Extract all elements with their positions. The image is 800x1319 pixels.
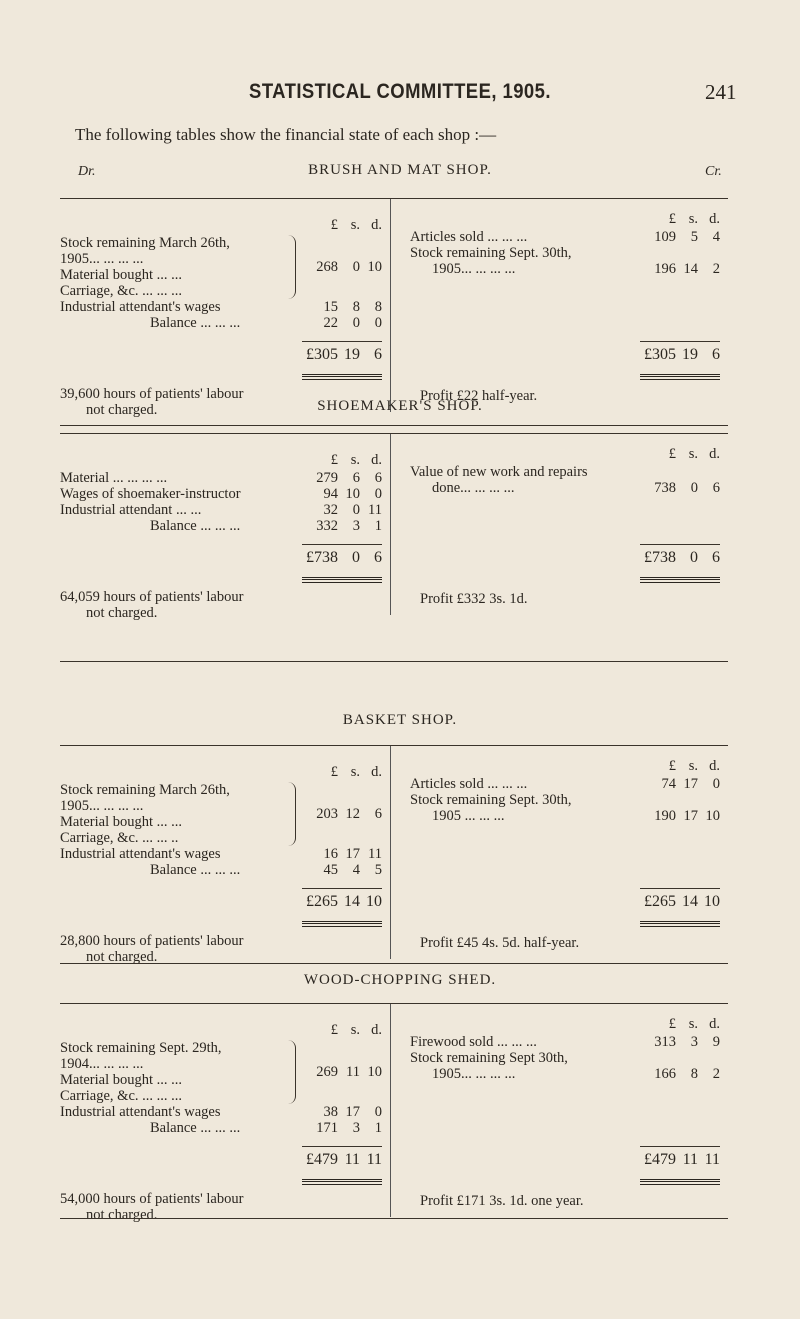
amount-pence: 11 bbox=[368, 846, 382, 862]
note-line: not charged. bbox=[86, 949, 158, 965]
section-title: BRUSH AND MAT SHOP. bbox=[308, 162, 492, 178]
amount-pence: 11 bbox=[368, 502, 382, 518]
amount bbox=[640, 808, 720, 824]
amount bbox=[302, 502, 382, 518]
note-line: 54,000 hours of patients' labour bbox=[60, 1191, 244, 1207]
amount-pounds: 738 bbox=[654, 480, 676, 496]
amount bbox=[640, 480, 720, 496]
amount-pounds: £ bbox=[668, 758, 676, 774]
amount-pence: 6 bbox=[712, 346, 720, 363]
column-divider bbox=[390, 746, 391, 959]
amount-pounds: £479 bbox=[644, 1151, 676, 1168]
amount-pence: 4 bbox=[712, 229, 720, 245]
ledger-entry bbox=[410, 464, 720, 496]
amount-shillings: 11 bbox=[346, 1064, 360, 1080]
currency-header bbox=[410, 446, 720, 462]
entry-line: Balance ... ... ... bbox=[150, 518, 241, 534]
amount-pence: 10 bbox=[366, 893, 382, 910]
amount-pounds: £305 bbox=[644, 346, 676, 363]
amount-shillings: 4 bbox=[352, 862, 360, 878]
total-amount bbox=[302, 549, 382, 567]
amount bbox=[640, 261, 720, 277]
amount-pence: 1 bbox=[374, 518, 382, 534]
amount-shillings: 14 bbox=[683, 261, 698, 277]
currency-header bbox=[410, 1016, 720, 1032]
entry-line: Stock remaining March 26th, bbox=[60, 782, 230, 798]
amount-shillings: s. bbox=[350, 452, 360, 468]
account-grid bbox=[60, 1004, 728, 1223]
total-amount bbox=[302, 893, 382, 911]
entry-label bbox=[410, 1050, 640, 1082]
note-line: not charged. bbox=[86, 605, 158, 621]
entry-line: Stock remaining Sept 30th, bbox=[410, 1050, 568, 1066]
total-box bbox=[302, 544, 382, 583]
amount-shillings: 0 bbox=[352, 549, 360, 566]
amount-pounds: 94 bbox=[323, 486, 338, 502]
bottom-rule bbox=[60, 1218, 728, 1219]
account-grid bbox=[60, 199, 728, 418]
amount-pounds: 190 bbox=[654, 808, 676, 824]
entry-line: 1905... ... ... ... bbox=[60, 251, 144, 267]
amount bbox=[302, 846, 382, 862]
amount bbox=[640, 229, 720, 245]
debit-label: Dr. bbox=[78, 164, 96, 179]
amount-pence: 6 bbox=[374, 549, 382, 566]
column-divider bbox=[390, 434, 391, 615]
amount-shillings: s. bbox=[350, 764, 360, 780]
amount-shillings: 10 bbox=[345, 486, 360, 502]
profit-text: Profit £332 3s. 1d. bbox=[420, 591, 528, 607]
credit-total bbox=[390, 1136, 728, 1185]
amount-pounds: £ bbox=[330, 764, 338, 780]
amount-pounds: £265 bbox=[644, 893, 676, 910]
amount-pence: 1 bbox=[374, 1120, 382, 1136]
credit-total bbox=[390, 534, 728, 583]
currency-header bbox=[60, 1022, 382, 1038]
amount-shillings: 6 bbox=[352, 470, 360, 486]
amount bbox=[302, 1104, 382, 1120]
entry-line: Industrial attendant's wages bbox=[60, 299, 221, 315]
amount-pounds: 269 bbox=[316, 1064, 338, 1080]
amount bbox=[302, 299, 382, 315]
entry-label bbox=[60, 486, 302, 502]
amount bbox=[302, 259, 382, 275]
amount-shillings: 11 bbox=[682, 1151, 698, 1168]
amount bbox=[302, 806, 382, 822]
credit-column bbox=[390, 1004, 728, 1136]
total-box bbox=[640, 1146, 720, 1185]
amount-pounds: £ bbox=[330, 217, 338, 233]
amount-pence: 11 bbox=[366, 1151, 382, 1168]
amount-pounds: £738 bbox=[644, 549, 676, 566]
total-amount bbox=[640, 549, 720, 567]
ledger-entry bbox=[410, 245, 720, 277]
bottom-rule bbox=[60, 661, 728, 662]
amount-shillings: 0 bbox=[352, 259, 360, 275]
entry-label bbox=[60, 518, 302, 534]
profit-text: Profit £45 4s. 5d. half-year. bbox=[420, 935, 580, 951]
amount bbox=[302, 486, 382, 502]
amount-pounds: 268 bbox=[316, 259, 338, 275]
entry-lines bbox=[60, 782, 296, 846]
amount-pounds: 332 bbox=[316, 518, 338, 534]
amount-pence: 11 bbox=[704, 1151, 720, 1168]
ledger-entry bbox=[60, 846, 382, 862]
note-line: 28,800 hours of patients' labour bbox=[60, 933, 244, 949]
ledger-entry bbox=[410, 229, 720, 245]
entry-line: Stock remaining Sept. 30th, bbox=[410, 792, 572, 808]
entry-line: Articles sold ... ... ... bbox=[410, 229, 528, 245]
amount-pounds: 15 bbox=[323, 299, 338, 315]
currency-header bbox=[60, 764, 382, 780]
ledger-entry bbox=[60, 299, 382, 315]
amount-pence: 8 bbox=[374, 299, 382, 315]
amount-shillings: 5 bbox=[690, 229, 698, 245]
amount-pounds: 38 bbox=[323, 1104, 338, 1120]
debit-column bbox=[60, 1004, 390, 1136]
amount-shillings: 17 bbox=[345, 846, 360, 862]
currency-header bbox=[60, 452, 382, 468]
amount-pence: 2 bbox=[712, 261, 720, 277]
amount-pence: d. bbox=[371, 452, 382, 468]
amount-pounds: £ bbox=[330, 1022, 338, 1038]
credit-label: Cr. bbox=[705, 164, 722, 179]
entry-label bbox=[410, 1034, 640, 1050]
amount-pence: d. bbox=[709, 446, 720, 462]
credit-column bbox=[390, 199, 728, 331]
entry-line: Stock remaining March 26th, bbox=[60, 235, 230, 251]
total-amount bbox=[302, 1151, 382, 1169]
amount-pounds: 166 bbox=[654, 1066, 676, 1082]
amount bbox=[302, 315, 382, 331]
column-divider bbox=[390, 1004, 391, 1217]
ledger-entry bbox=[60, 518, 382, 534]
amount-pounds: £ bbox=[668, 446, 676, 462]
amount-pounds: £738 bbox=[306, 549, 338, 566]
entry-label bbox=[60, 502, 302, 518]
amount bbox=[302, 470, 382, 486]
page-number: 241 bbox=[705, 80, 737, 104]
amount-pounds: £ bbox=[330, 452, 338, 468]
entry-line: Material bought ... ... bbox=[60, 1072, 183, 1088]
entry-label bbox=[410, 229, 640, 245]
credit-total bbox=[390, 878, 728, 927]
amount bbox=[640, 776, 720, 792]
entry-label bbox=[60, 1120, 302, 1136]
account-table bbox=[60, 1003, 728, 1223]
entry-line: done... ... ... ... bbox=[432, 480, 515, 496]
amount-shillings: 11 bbox=[344, 1151, 360, 1168]
account-grid bbox=[60, 434, 728, 621]
entry-label bbox=[60, 1104, 302, 1120]
total-box bbox=[640, 544, 720, 583]
ledger-entry bbox=[60, 862, 382, 878]
amount bbox=[640, 1066, 720, 1082]
amount-shillings: 0 bbox=[352, 315, 360, 331]
amount-shillings: 3 bbox=[352, 1120, 360, 1136]
amount-shillings: 8 bbox=[690, 1066, 698, 1082]
total-box bbox=[640, 888, 720, 927]
debit-column bbox=[60, 199, 390, 331]
amount-shillings: 17 bbox=[683, 808, 698, 824]
amount-shillings: 14 bbox=[344, 893, 360, 910]
entry-lines bbox=[60, 235, 296, 299]
entry-line: Firewood sold ... ... ... bbox=[410, 1034, 537, 1050]
amount-shillings: 14 bbox=[682, 893, 698, 910]
amount-shillings: 17 bbox=[683, 776, 698, 792]
amount-shillings: 3 bbox=[690, 1034, 698, 1050]
amount-pounds: £ bbox=[668, 1016, 676, 1032]
amount-shillings: s. bbox=[350, 1022, 360, 1038]
amount-pence: d. bbox=[371, 217, 382, 233]
labour-note bbox=[60, 583, 390, 621]
bracketed-entry bbox=[60, 1040, 382, 1104]
amount-pounds: 32 bbox=[323, 502, 338, 518]
debit-total bbox=[60, 1136, 390, 1185]
ledger-entry bbox=[60, 486, 382, 502]
intro-text: The following tables show the financial state of each shop :— bbox=[75, 125, 497, 144]
bracketed-entry bbox=[60, 235, 382, 299]
ledger-entry bbox=[60, 1120, 382, 1136]
amount-shillings: s. bbox=[688, 446, 698, 462]
amount-pence: d. bbox=[371, 764, 382, 780]
currency-header bbox=[60, 217, 382, 233]
entry-line: Balance ... ... ... bbox=[150, 1120, 241, 1136]
amount-pence: 0 bbox=[374, 315, 382, 331]
entry-label bbox=[60, 846, 302, 862]
amount-pence: 6 bbox=[374, 470, 382, 486]
amount bbox=[302, 862, 382, 878]
note-line: not charged. bbox=[86, 402, 158, 418]
entry-label bbox=[60, 315, 302, 331]
ledger-entry bbox=[410, 776, 720, 792]
entry-line: 1904... ... ... ... bbox=[60, 1056, 144, 1072]
amount-pence: 0 bbox=[712, 776, 720, 792]
debit-column bbox=[60, 434, 390, 534]
entry-line: 1905... ... ... ... bbox=[60, 798, 144, 814]
amount-pounds: 45 bbox=[323, 862, 338, 878]
amount-pence: d. bbox=[709, 758, 720, 774]
note-line: not charged. bbox=[86, 1207, 158, 1223]
entry-label bbox=[410, 792, 640, 824]
entry-label bbox=[410, 776, 640, 792]
ledger-entry bbox=[410, 1050, 720, 1082]
entry-line: 1905 ... ... ... bbox=[432, 808, 505, 824]
amount-pounds: £ bbox=[668, 211, 676, 227]
bottom-rule bbox=[60, 963, 728, 964]
note-line: 64,059 hours of patients' labour bbox=[60, 589, 244, 605]
debit-total bbox=[60, 331, 390, 380]
total-amount bbox=[302, 346, 382, 364]
ledger-entry bbox=[60, 502, 382, 518]
entry-line: Articles sold ... ... ... bbox=[410, 776, 528, 792]
ledger-entry bbox=[410, 792, 720, 824]
column-divider bbox=[390, 199, 391, 412]
ledger-entry bbox=[60, 1104, 382, 1120]
amount-pence: d. bbox=[709, 211, 720, 227]
entry-line: Material bought ... ... bbox=[60, 814, 183, 830]
credit-column bbox=[390, 434, 728, 534]
amount-pence: 2 bbox=[712, 1066, 720, 1082]
note-line: 39,600 hours of patients' labour bbox=[60, 386, 244, 402]
amount-shillings: 19 bbox=[682, 346, 698, 363]
entry-line: Carriage, &c. ... ... ... bbox=[60, 283, 183, 299]
amount bbox=[302, 1064, 382, 1080]
entry-line: Wages of shoemaker-instructor bbox=[60, 486, 241, 502]
amount-shillings: 19 bbox=[344, 346, 360, 363]
amount-pence: d. bbox=[371, 1022, 382, 1038]
amount-pounds: 74 bbox=[661, 776, 676, 792]
amount-pounds: 16 bbox=[323, 846, 338, 862]
amount-pence: 0 bbox=[374, 486, 382, 502]
amount-pence: 10 bbox=[367, 1064, 382, 1080]
entry-label bbox=[60, 470, 302, 486]
entry-line: 1905... ... ... ... bbox=[432, 261, 516, 277]
entry-line: Balance ... ... ... bbox=[150, 862, 241, 878]
section-title: SHOEMAKER'S SHOP. bbox=[317, 398, 483, 414]
debit-total bbox=[60, 878, 390, 927]
amount-pounds: 279 bbox=[316, 470, 338, 486]
debit-total bbox=[60, 534, 390, 583]
amount-pence: 0 bbox=[374, 1104, 382, 1120]
entry-label bbox=[410, 245, 640, 277]
profit-text: Profit £22 half-year. bbox=[420, 388, 538, 404]
amount-pence: 10 bbox=[705, 808, 720, 824]
total-box bbox=[640, 341, 720, 380]
amount-shillings: 8 bbox=[352, 299, 360, 315]
entry-line: Industrial attendant ... ... bbox=[60, 502, 202, 518]
amount-pence: 6 bbox=[712, 549, 720, 566]
amount-shillings: s. bbox=[350, 217, 360, 233]
entry-line: Value of new work and repairs bbox=[410, 464, 588, 480]
debit-column bbox=[60, 746, 390, 878]
amount-shillings: s. bbox=[688, 758, 698, 774]
amount-pence: 9 bbox=[712, 1034, 720, 1050]
total-amount bbox=[640, 1151, 720, 1169]
entry-line: 1905... ... ... ... bbox=[432, 1066, 516, 1082]
amount-pence: 10 bbox=[367, 259, 382, 275]
amount-pence: 10 bbox=[704, 893, 720, 910]
amount-pence: 6 bbox=[374, 346, 382, 363]
entry-line: Stock remaining Sept. 29th, bbox=[60, 1040, 222, 1056]
amount-pounds: 203 bbox=[316, 806, 338, 822]
entry-line: Material bought ... ... bbox=[60, 267, 183, 283]
entry-line: Industrial attendant's wages bbox=[60, 1104, 221, 1120]
amount-pence: 5 bbox=[374, 862, 382, 878]
amount-pence: 6 bbox=[712, 480, 720, 496]
bracketed-entry bbox=[60, 782, 382, 846]
ledger-entry bbox=[60, 470, 382, 486]
labour-note bbox=[60, 927, 390, 965]
amount-pence: 6 bbox=[374, 806, 382, 822]
entry-line: Stock remaining Sept. 30th, bbox=[410, 245, 572, 261]
amount-shillings: 0 bbox=[690, 480, 698, 496]
amount-pounds: £265 bbox=[306, 893, 338, 910]
entry-line: Carriage, &c. ... ... ... bbox=[60, 1088, 183, 1104]
amount bbox=[302, 1120, 382, 1136]
entry-label bbox=[60, 299, 302, 315]
entry-line: Balance ... ... ... bbox=[150, 315, 241, 331]
amount-shillings: 0 bbox=[352, 502, 360, 518]
account-table bbox=[60, 745, 728, 964]
amount bbox=[640, 1034, 720, 1050]
amount-pounds: 313 bbox=[654, 1034, 676, 1050]
account-table bbox=[60, 198, 728, 426]
section-title: WOOD-CHOPPING SHED. bbox=[303, 972, 497, 988]
entry-line: Material ... ... ... ... bbox=[60, 470, 168, 486]
total-box bbox=[302, 341, 382, 380]
total-amount bbox=[640, 346, 720, 364]
entry-line: Carriage, &c. ... ... .. bbox=[60, 830, 179, 846]
ledger-entry bbox=[410, 1034, 720, 1050]
amount-pounds: £479 bbox=[306, 1151, 338, 1168]
entry-line: Industrial attendant's wages bbox=[60, 846, 221, 862]
amount bbox=[302, 518, 382, 534]
bottom-rule bbox=[60, 425, 728, 426]
entry-label bbox=[60, 862, 302, 878]
ledger-entry bbox=[60, 315, 382, 331]
total-amount bbox=[640, 893, 720, 911]
credit-total bbox=[390, 331, 728, 380]
entry-lines bbox=[60, 1040, 296, 1104]
account-grid bbox=[60, 746, 728, 965]
amount-pounds: £305 bbox=[306, 346, 338, 363]
amount-shillings: s. bbox=[688, 1016, 698, 1032]
currency-header bbox=[410, 758, 720, 774]
entry-label bbox=[410, 464, 640, 496]
amount-pounds: 22 bbox=[323, 315, 338, 331]
credit-column bbox=[390, 746, 728, 878]
profit-text: Profit £171 3s. 1d. one year. bbox=[420, 1193, 584, 1209]
page-header-title: STATISTICAL COMMITTEE, 1905. bbox=[249, 80, 551, 103]
currency-header bbox=[410, 211, 720, 227]
amount-shillings: 3 bbox=[352, 518, 360, 534]
amount-shillings: s. bbox=[688, 211, 698, 227]
account-table bbox=[60, 433, 728, 662]
amount-pounds: 171 bbox=[316, 1120, 338, 1136]
total-box bbox=[302, 1146, 382, 1185]
amount-pounds: 196 bbox=[654, 261, 676, 277]
amount-shillings: 12 bbox=[345, 806, 360, 822]
section-title: BASKET SHOP. bbox=[342, 712, 458, 728]
amount-pence: d. bbox=[709, 1016, 720, 1032]
amount-pounds: 109 bbox=[654, 229, 676, 245]
amount-shillings: 0 bbox=[690, 549, 698, 566]
amount-shillings: 17 bbox=[345, 1104, 360, 1120]
total-box bbox=[302, 888, 382, 927]
